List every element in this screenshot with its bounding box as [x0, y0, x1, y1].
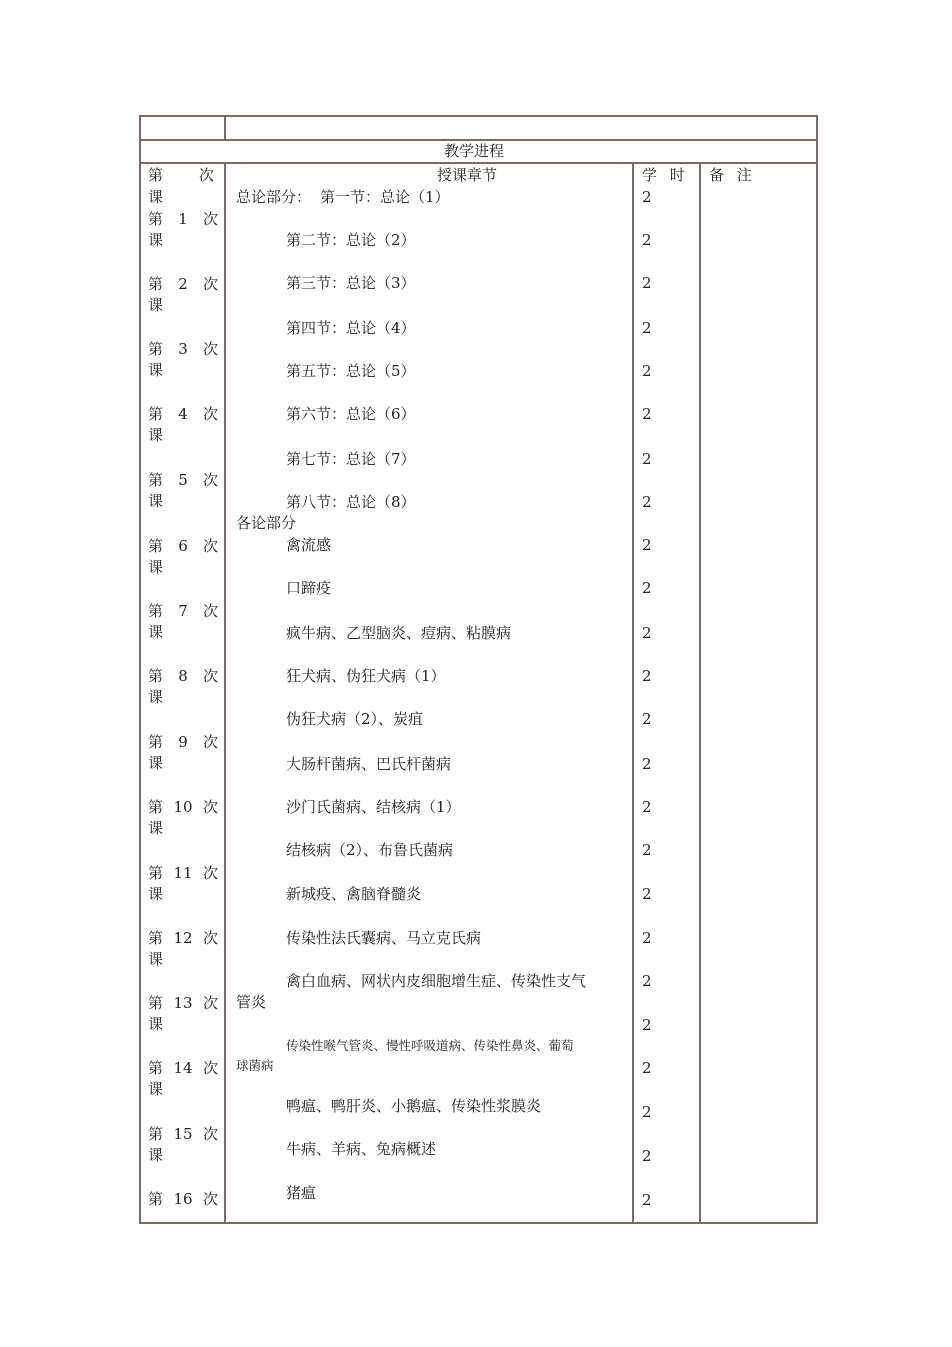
session-label: 第 2 次 — [148, 275, 218, 293]
session-unit: 课 — [148, 623, 164, 641]
row-divider — [139, 162, 818, 164]
chapter-hours: 2 — [642, 362, 652, 380]
general-part-label: 总论部分： — [236, 188, 312, 206]
session-unit: 课 — [148, 426, 164, 444]
session-unit: 课 — [148, 1015, 164, 1033]
session-unit: 课 — [148, 296, 164, 314]
session-label: 第 7 次 — [148, 602, 218, 620]
chapter-title: 第二节：总论（2） — [286, 231, 416, 249]
session-unit: 课 — [148, 688, 164, 706]
session-label: 第 13 次 — [148, 994, 218, 1012]
session-label: 第 9 次 — [148, 733, 218, 751]
chapter-hours: 2 — [642, 972, 652, 990]
chapter-hours: 2 — [642, 885, 652, 903]
session-unit: 课 — [148, 492, 164, 510]
column-divider — [224, 162, 226, 1224]
session-label: 第 3 次 — [148, 340, 218, 358]
session-unit: 课 — [148, 754, 164, 772]
chapter-title: 第三节：总论（3） — [286, 274, 416, 292]
chapter-hours: 2 — [642, 798, 652, 816]
chapter-hours: 2 — [642, 450, 652, 468]
column-divider — [224, 115, 226, 141]
header-session-unit: 课 — [148, 188, 164, 206]
session-unit: 课 — [148, 558, 164, 576]
session-label: 第 5 次 — [148, 471, 218, 489]
chapter-hours: 2 — [642, 319, 652, 337]
chapter-hours: 2 — [642, 231, 652, 249]
session-label: 第 8 次 — [148, 667, 218, 685]
session-unit: 课 — [148, 950, 164, 968]
chapter-title: 疯牛病、乙型脑炎、痘病、粘膜病 — [286, 624, 512, 642]
chapter-hours: 2 — [642, 405, 652, 423]
chapter-hours: 2 — [642, 1016, 652, 1034]
chapter-title-continued: 管炎 — [236, 993, 267, 1011]
chapter-title: 第八节：总论（8） — [286, 493, 416, 511]
session-unit: 课 — [148, 231, 164, 249]
specific-part-label: 各论部分 — [236, 514, 297, 532]
header-hours: 学 时 — [642, 166, 689, 184]
chapter-title: 伪狂犬病（2）、炭疽 — [286, 710, 424, 728]
chapter-title: 第五节：总论（5） — [286, 362, 416, 380]
session-label: 第 4 次 — [148, 405, 218, 423]
column-divider — [632, 162, 634, 1224]
chapter-title: 禽流感 — [286, 536, 332, 554]
chapter-title: 牛病、羊病、兔病概述 — [286, 1140, 437, 1158]
chapter-hours: 2 — [642, 841, 652, 859]
chapter-title: 狂犬病、伪狂犬病（1） — [286, 667, 446, 685]
session-label: 第 15 次 — [148, 1125, 218, 1143]
chapter-hours: 2 — [642, 1059, 652, 1077]
chapter-hours: 2 — [642, 929, 652, 947]
session-label: 第 12 次 — [148, 929, 218, 947]
chapter-title: 猪瘟 — [286, 1184, 317, 1202]
chapter-title: 沙门氏菌病、结核病（1） — [286, 798, 461, 816]
chapter-title: 口蹄疫 — [286, 579, 332, 597]
chapter-hours: 2 — [642, 1147, 652, 1165]
session-label: 第 16 次 — [148, 1190, 218, 1208]
chapter-title: 第六节：总论（6） — [286, 405, 416, 423]
header-chapter: 授课章节 — [437, 166, 498, 184]
chapter-title: 传染性喉气管炎、慢性呼吸道病、传染性鼻炎、葡萄 — [286, 1038, 574, 1053]
chapter-title: 第四节：总论（4） — [286, 319, 416, 337]
chapter-hours: 2 — [642, 188, 652, 206]
header-notes: 备 注 — [709, 166, 756, 184]
session-label: 第 10 次 — [148, 798, 218, 816]
chapter-hours: 2 — [642, 1103, 652, 1121]
chapter-hours: 2 — [642, 624, 652, 642]
chapter-title: 新城疫、禽脑脊髓炎 — [286, 885, 422, 903]
chapter-hours: 2 — [642, 1191, 652, 1209]
chapter-title-continued: 球菌病 — [236, 1058, 274, 1073]
chapter-title: 结核病（2）、布鲁氏菌病 — [286, 841, 454, 859]
chapter-hours: 2 — [642, 710, 652, 728]
session-label: 第 14 次 — [148, 1059, 218, 1077]
session-unit: 课 — [148, 1080, 164, 1098]
session-unit: 课 — [148, 1146, 164, 1164]
chapter-hours: 2 — [642, 755, 652, 773]
session-unit: 课 — [148, 885, 164, 903]
section-title: 教学进程 — [444, 142, 505, 160]
header-session: 第 次 — [148, 166, 217, 184]
chapter-hours: 2 — [642, 536, 652, 554]
session-label: 第 1 次 — [148, 210, 218, 228]
session-unit: 课 — [148, 819, 164, 837]
chapter-title: 鸭瘟、鸭肝炎、小鹅瘟、传染性浆膜炎 — [286, 1097, 542, 1115]
chapter-hours: 2 — [642, 274, 652, 292]
chapter-title: 传染性法氏囊病、马立克氏病 — [286, 929, 482, 947]
session-label: 第 11 次 — [148, 864, 218, 882]
session-label: 第 6 次 — [148, 537, 218, 555]
column-divider — [699, 162, 701, 1224]
chapter-title: 禽白血病、网状内皮细胞增生症、传染性支气 — [286, 972, 587, 990]
chapter-hours: 2 — [642, 579, 652, 597]
chapter-title: 第一节：总论（1） — [320, 188, 450, 206]
chapter-hours: 2 — [642, 667, 652, 685]
chapter-title: 第七节：总论（7） — [286, 450, 416, 468]
session-unit: 课 — [148, 361, 164, 379]
chapter-title: 大肠杆菌病、巴氏杆菌病 — [286, 755, 452, 773]
chapter-hours: 2 — [642, 493, 652, 511]
